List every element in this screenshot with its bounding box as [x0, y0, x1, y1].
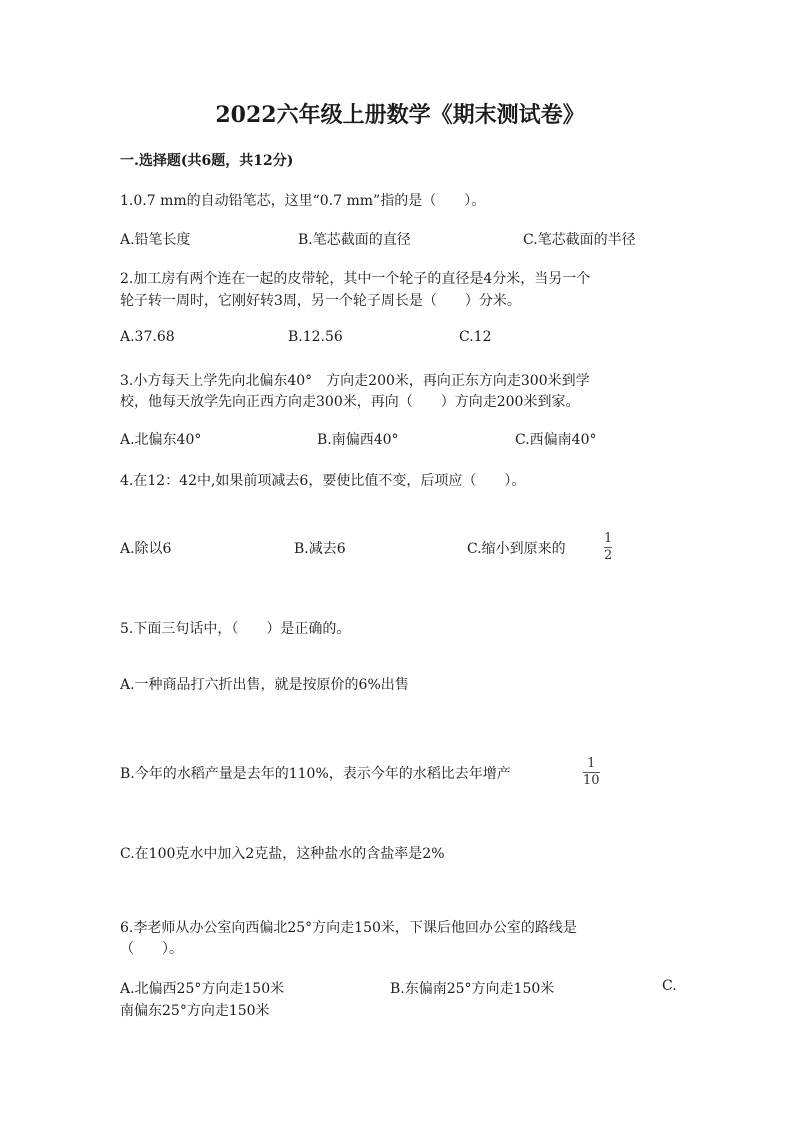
question-4-option-b: B.减去6 — [294, 541, 346, 557]
page-title: 2022六年级上册数学《期末测试卷》 — [215, 102, 585, 128]
question-2-option-c: C.12 — [459, 329, 492, 345]
question-3-option-a: A.北偏东40° — [120, 432, 202, 448]
fraction-denominator: 10 — [583, 773, 600, 788]
question-1-stem: 1.0.7 mm的自动铅笔芯，这里“0.7 mm”指的是（ ）。 — [120, 193, 486, 209]
question-4-option-a: A.除以6 — [120, 541, 172, 557]
question-6-stem-line1: 6.李老师从办公室向西偏北25°方向走150米，下课后他回办公室的路线是 — [120, 920, 577, 936]
question-6-stem-line2: （ ）。 — [120, 941, 183, 957]
question-3-option-b: B.南偏西40° — [317, 432, 399, 448]
question-2-stem-line2: 轮子转一周时，它刚好转3周，另一个轮子周长是（ ）分米。 — [120, 293, 521, 309]
question-5-fraction — [583, 757, 600, 788]
question-2-option-b: B.12.56 — [288, 329, 343, 345]
question-2-option-a: A.37.68 — [120, 329, 175, 345]
question-5-option-c: C.在100克水中加入2克盐，这种盐水的含盐率是2% — [120, 846, 445, 862]
question-1-option-b: B.笔芯截面的直径 — [298, 232, 411, 248]
question-5-stem: 5.下面三句话中，（ ）是正确的。 — [120, 621, 351, 637]
fraction-denominator: 2 — [604, 548, 613, 563]
question-3-stem-line2: 校，他每天放学先向正西方向走300米，再向（ ）方向走200米到家。 — [120, 394, 580, 410]
question-6-option-a: A.北偏西25°方向走150米 — [120, 981, 285, 997]
question-1-option-a: A.铅笔长度 — [120, 232, 191, 248]
question-4-option-c: C.缩小到原来的 — [467, 541, 566, 557]
question-6-option-b: B.东偏南25°方向走150米 — [390, 981, 555, 997]
question-4-fraction — [604, 532, 612, 563]
question-4-stem: 4.在12：42中,如果前项减去6，要使比值不变，后项应（ ）。 — [120, 473, 526, 489]
question-5-option-b: B.今年的水稻产量是去年的110%，表示今年的水稻比去年增产 — [120, 766, 511, 782]
fraction-numerator: 1 — [604, 531, 613, 546]
question-6-option-c-continued: 南偏东25°方向走150米 — [120, 1003, 270, 1019]
question-2-stem-line1: 2.加工房有两个连在一起的皮带轮，其中一个轮子的直径是4分米，当另一个 — [120, 271, 591, 287]
question-3-stem-line1: 3.小方每天上学先向北偏东40° 方向走200米，再向正东方向走300米到学 — [120, 373, 590, 389]
question-3-option-c: C.西偏南40° — [515, 432, 597, 448]
section-heading: 一.选择题(共6题，共12分) — [120, 153, 294, 169]
question-1-option-c: C.笔芯截面的半径 — [523, 232, 636, 248]
question-5-option-a: A.一种商品打六折出售，就是按原价的6%出售 — [120, 677, 409, 693]
question-6-option-c: C. — [662, 978, 677, 994]
fraction-numerator: 1 — [587, 756, 596, 771]
